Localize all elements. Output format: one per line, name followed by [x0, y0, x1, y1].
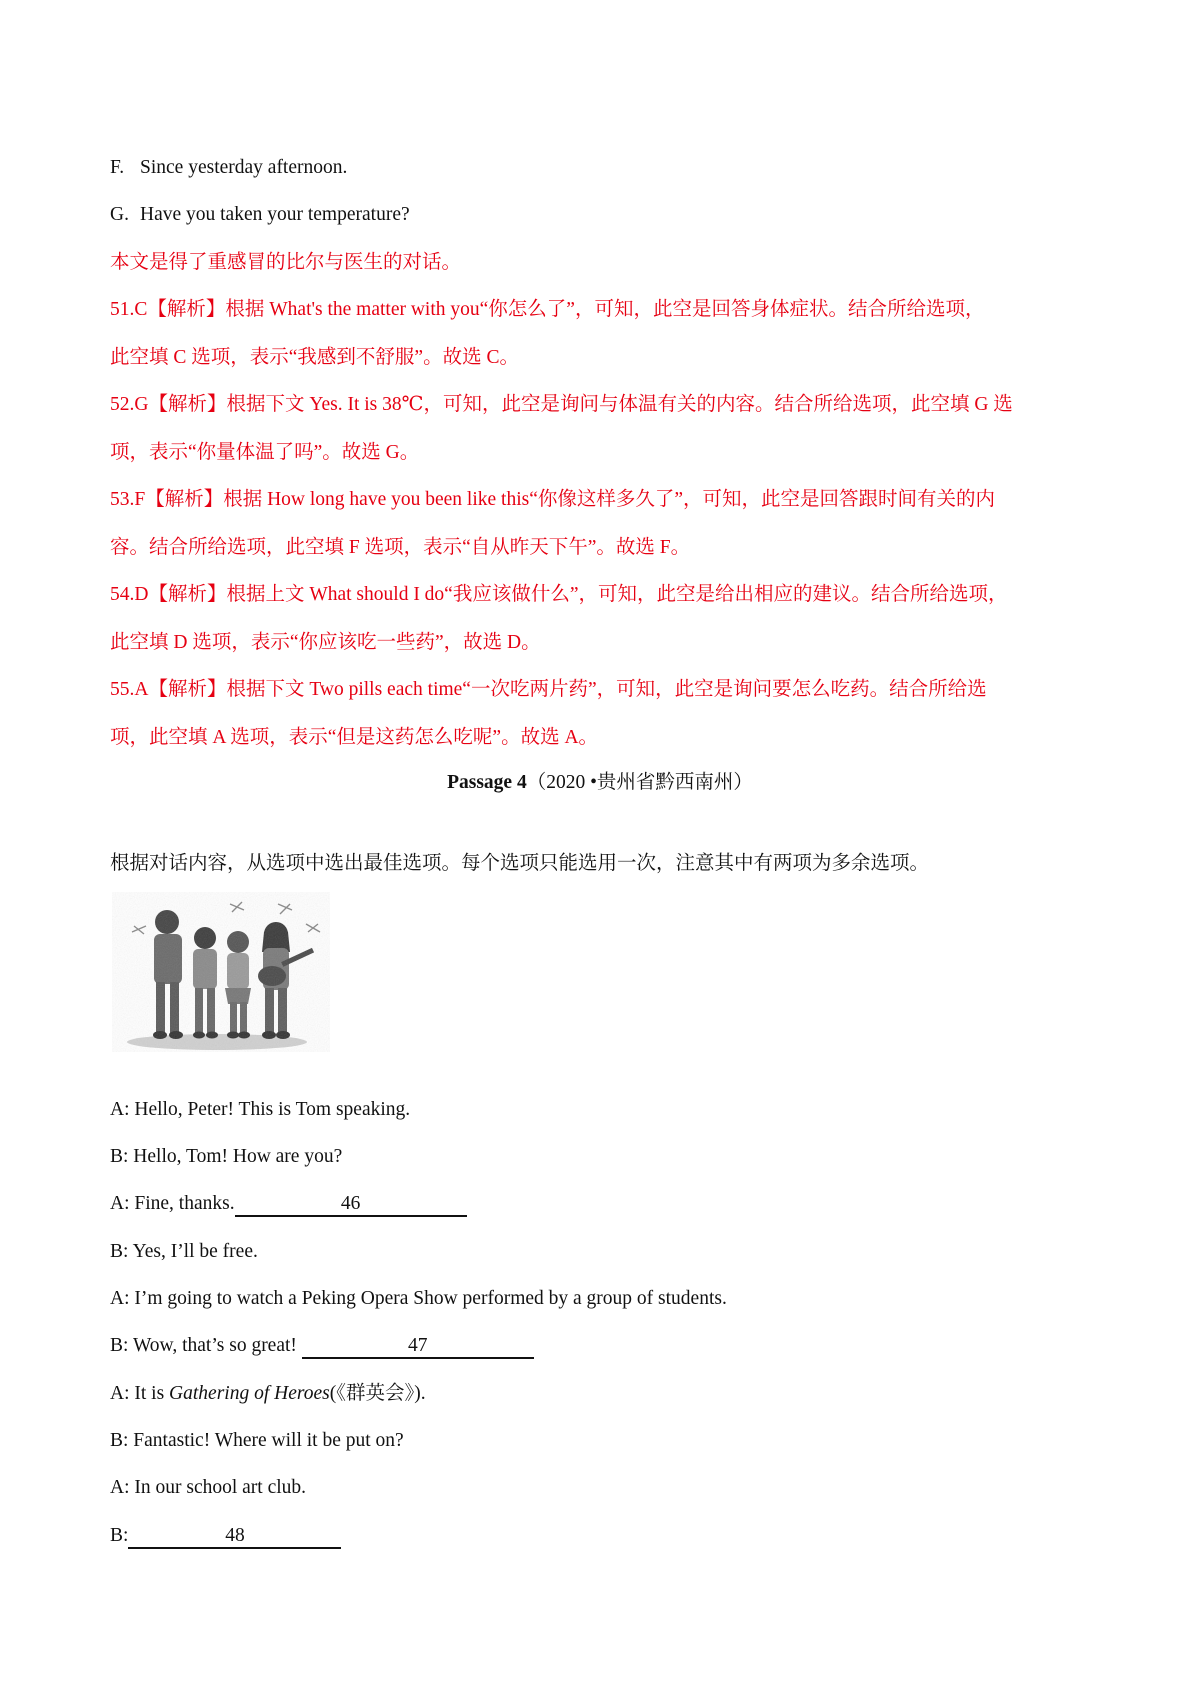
- option-g: [110, 202, 410, 228]
- dialogue-line-4: B: Yes, I’ll be free.: [110, 1241, 258, 1262]
- dialogue-text: A: It is: [110, 1383, 170, 1404]
- dialogue-line-8: B: Fantastic! Where will it be put on?: [110, 1430, 404, 1451]
- analysis-54-line2: 此空填 D 选项，表示“你应该吃一些药”，故选 D。: [110, 632, 541, 653]
- analysis-54-line1: 54.D【解析】根据上文 What should I do“我应该做什么”，可知，此空是给出相应的建议。结合所给选项，: [110, 584, 1008, 605]
- analysis-53-line1: 53.F【解析】根据 How long have you been like this“你像这样多久了”，可知，此空是回答跟时间有关的内: [110, 489, 996, 510]
- dialogue-text: A: Fine, thanks.: [110, 1193, 235, 1214]
- passage-instruction: 根据对话内容，从选项中选出最佳选项。每个选项只能选用一次，注意其中有两项为多余选项。: [110, 853, 930, 874]
- option-text: Since yesterday afternoon.: [140, 157, 348, 178]
- option-letter: G.: [110, 204, 129, 225]
- analysis-52-line1: 52.G【解析】根据下文 Yes. It is 38℃，可知，此空是询问与体温有关的内容。结合所给选项，此空填 G 选: [110, 394, 1013, 415]
- analysis-51-line2: 此空填 C 选项，表示“我感到不舒服”。故选 C。: [110, 347, 519, 368]
- band-illustration: [112, 892, 330, 1052]
- dialogue-line-1: A: Hello, Peter! This is Tom speaking.: [110, 1099, 411, 1120]
- option-letter: F.: [110, 157, 125, 178]
- dialogue-text: B:: [110, 1525, 129, 1546]
- option-text: Have you taken your temperature?: [140, 204, 410, 225]
- analysis-52-line2: 项，表示“你量体温了吗”。故选 G。: [110, 442, 420, 463]
- option-f: [110, 155, 347, 181]
- analysis-55-line2: 项，此空填 A 选项，表示“但是这药怎么吃呢”。故选 A。: [110, 727, 599, 748]
- dialogue-line-3: [110, 1191, 467, 1217]
- dialogue-text: (《群英会》).: [329, 1383, 426, 1404]
- passage-title: [0, 770, 1200, 796]
- show-title: Gathering of Heroes: [169, 1383, 330, 1404]
- answer-blank-47[interactable]: 47: [302, 1335, 534, 1359]
- analysis-55-line1: 55.A【解析】根据下文 Two pills each time“一次吃两片药”，可知，此空是询问要怎么吃药。结合所给选: [110, 679, 987, 700]
- dialogue-line-9: A: In our school art club.: [110, 1477, 307, 1498]
- dialogue-text: B: Wow, that’s so great!: [110, 1335, 302, 1356]
- passage-source: （2020 •贵州省黔西南州）: [526, 772, 753, 793]
- dialogue-line-6: [110, 1333, 534, 1359]
- dialogue-line-7: [110, 1381, 426, 1407]
- answer-blank-46[interactable]: 46: [235, 1193, 467, 1217]
- dialogue-line-5: A: I’m going to watch a Peking Opera Show performed by a group of students.: [110, 1288, 727, 1309]
- dialogue-line-10: [110, 1523, 341, 1549]
- passage-name: Passage 4: [447, 772, 527, 793]
- answer-blank-48[interactable]: 48: [128, 1525, 341, 1549]
- dialogue-line-2: B: Hello, Tom! How are you?: [110, 1146, 343, 1167]
- analysis-51-line1: 51.C【解析】根据 What's the matter with you“你怎么了”，可知，此空是回答身体症状。结合所给选项，: [110, 299, 985, 320]
- analysis-53-line2: 容。结合所给选项，此空填 F 选项，表示“自从昨天下午”。故选 F。: [110, 537, 691, 558]
- analysis-summary: 本文是得了重感冒的比尔与医生的对话。: [110, 252, 462, 273]
